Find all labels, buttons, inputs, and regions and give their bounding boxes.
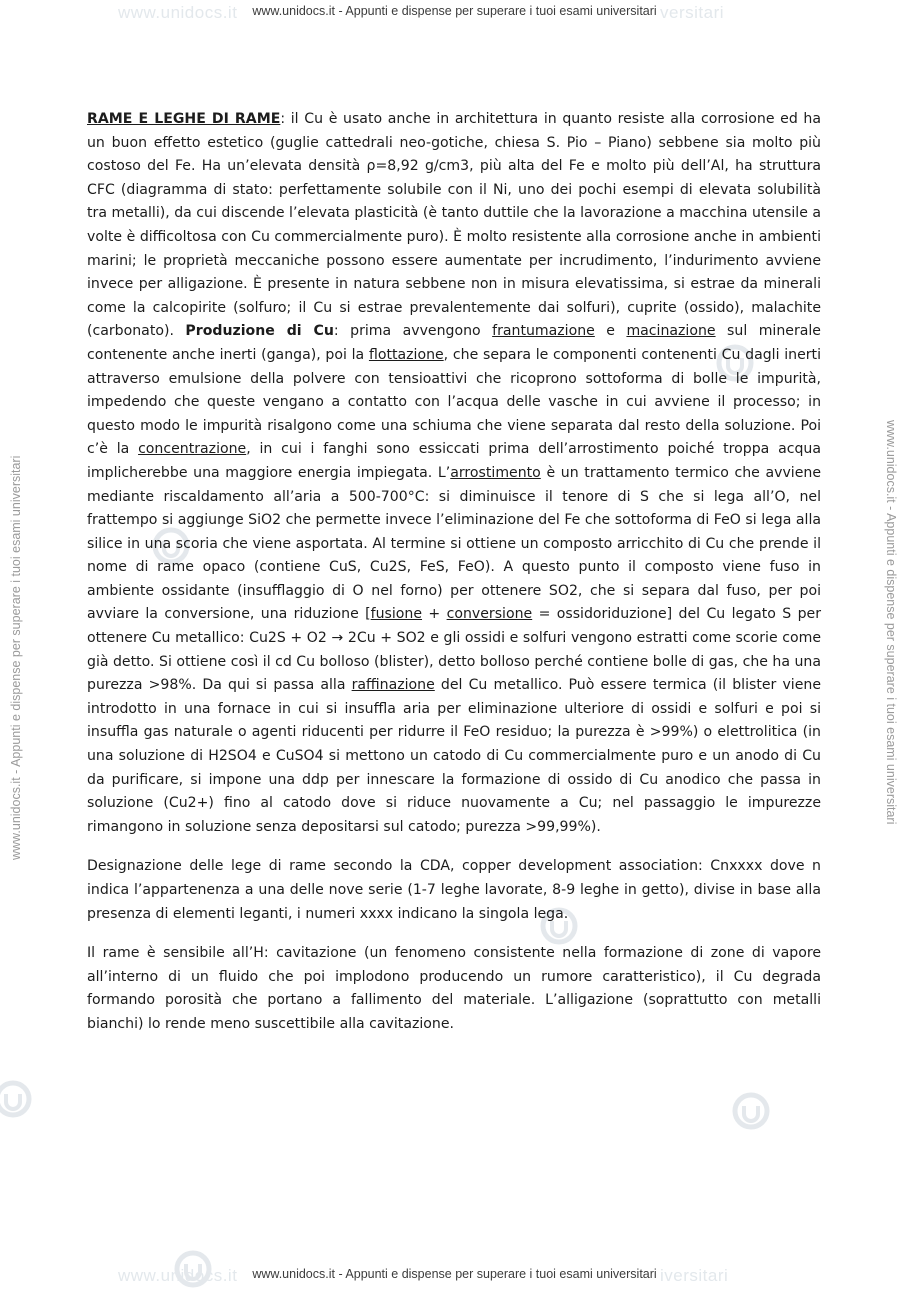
header-faded-suffix: versitari: [660, 3, 725, 22]
term-raffinazione: raffinazione: [351, 677, 435, 694]
left-side-watermark: www.unidocs.it - Appunti e dispense per superare i tuoi esami universitari: [9, 455, 23, 860]
term-frantumazione: frantumazione: [492, 323, 595, 340]
footer-faded-watermark: www.unidocs.it: [118, 1266, 238, 1285]
text-run: = ossidoriduzione] del Cu legato S per ottenere Cu metallico: Cu2S + O2 → 2Cu + SO2 e gli ossidi e solfuri vengono estratti come scorie come già detto. Si ottiene così il cd Cu bolloso (blister), detto bolloso perché contiene bolle di gas, che ha una purezza >98%. Da qui si passa alla: [87, 606, 822, 694]
unidocs-logo-icon: [172, 1248, 214, 1290]
text-run: è un trattamento termico che avviene mediante riscaldamento all’aria a 500-700°C: si diminuisce il tenore di S che si lega all’O, nel frattempo si aggiunge SiO2 che permette invece l’eliminazione del Fe che sottoforma di FeO si lega alla silice in una scoria che viene asportata. Al termine si ottiene un composto arricchito di Cu che prende il nome di rame opaco (contiene CuS, Cu2S, FeS, FeO). A questo punto il composto viene fuso in ambiente ossidante (insufflaggio di O nel forno) per ottenere SO2, che si separa dal fuso, per poi avviare la conversione, una riduzione [: [87, 464, 821, 623]
text-run: : il Cu è usato anche in architettura in quanto resiste alla corrosione ed ha un buon effetto estetico (guglie cattedrali neo-gotiche, chiesa S. Pio – Piano) sebbene sia molto più costoso del Fe. Ha un’elevata densità ρ=8,92 g/cm3, più alta del Fe e molto più dell’Al, ha struttura CFC (diagramma di stato: perfettamente solubile con il Ni, uno dei pochi esempi di elevata solubilità tra metalli), da cui discende l’elevata plasticità (è tanto duttile che la lavorazione a macchina utensile a volte è difficoltosa con Cu commercialmente puro). È molto resistente alla corrosione anche in ambienti marini; le proprietà meccaniche possono essere aumentate per incrudimento, l’indurimento avviene invece per alligazione. È presente in natura sebbene non in misura elevatissima, si estrae da minerali come la calcopirite (solfuro; il Cu si estrae prevalentemente dai solfuri), cuprite (ossido), malachite (carbonato).: [87, 111, 822, 340]
paragraph-rame: [87, 108, 821, 839]
unidocs-logo-icon: [0, 1078, 34, 1120]
term-concentrazione: concentrazione: [138, 441, 247, 458]
page-header: www.unidocs.it - Appunti e dispense per superare i tuoi esami universitari: [252, 4, 657, 18]
page-footer: www.unidocs.it - Appunti e dispense per superare i tuoi esami universitari: [252, 1267, 657, 1281]
text-run: : prima avvengono: [333, 323, 493, 340]
term-arrostimento: arrostimento: [450, 464, 541, 481]
term-macinazione: macinazione: [626, 323, 716, 340]
document-body: [87, 108, 821, 1053]
text-run: +: [422, 606, 447, 623]
section-title: RAME E LEGHE DI RAME: [87, 111, 281, 127]
term-flottazione: flottazione: [368, 346, 444, 363]
paragraph-designazione: Designazione delle lege di rame secondo la CDA, copper development association: Cnxxxx dove n indica l’appartenenza a una delle nove serie (1-7 leghe lavorate, 8-9 leghe in getto), divise in base alla presenza di elementi leganti, i numeri xxxx indicano la singola lega.: [87, 858, 821, 922]
header-faded-watermark: www.unidocs.it: [118, 3, 238, 22]
term-conversione: conversione: [446, 606, 533, 623]
footer-faded-suffix: iversitari: [660, 1266, 729, 1285]
text-run: e: [594, 323, 627, 340]
text-run: del Cu metallico. Può essere termica (il blister viene introdotto in una fornace in cui si insuffla aria per eliminazione ulteriore di ossidi e solfuri e poi si insuffla gas naturale o agenti riducenti per ridurre il FeO residuo; la purezza è >99%) o elettrolitica (in una soluzione di H2SO4 e CuSO4 si mettono un catodo di Cu commercialmente puro e un anodo di Cu da purificare, si impone una ddp per innescare la formazione di ossido di Cu anodico che passa in soluzione (Cu2+) fino al catodo dove si riduce nuovamente a Cu; nel passaggio le impurezze rimangono in soluzione senza depositarsi sul catodo; purezza >99,99%).: [87, 677, 821, 835]
term-fusione: fusione: [370, 606, 423, 623]
paragraph-cavitazione: Il rame è sensibile all’H: cavitazione (un fenomeno consistente nella formazione di zone di vapore all’interno di un fluido che poi implodono producendo un rumore caratteristico), il Cu degrada formando porosità che portano a fallimento del materiale. L’alligazione (soprattutto con metalli bianchi) lo rende meno suscettibile alla cavitazione.: [87, 945, 821, 1032]
text-run: , che separa le componenti contenenti Cu dagli inerti attraverso emulsione della polvere con tensioattivi che ricoprono sottoforma di bolle le impurità, impedendo che queste vengano a contatto con l’acqua delle vasche in cui avviene il processo; in questo modo le impurità risalgono come una schiuma che viene separata dal resto della soluzione. Poi c’è la: [87, 346, 821, 458]
right-side-watermark: www.unidocs.it - Appunti e dispense per superare i tuoi esami universitari: [884, 420, 898, 825]
unidocs-logo-icon: [730, 1090, 772, 1132]
subheading-produzione: Produzione di Cu: [185, 323, 334, 340]
text-run: , in cui i fanghi sono essiccati prima dell’arrostimento poiché troppa acqua implicherebbe una maggiore energia impiegata. L’: [87, 441, 821, 481]
text-run: sul minerale contenente anche inerti (ganga), poi la: [87, 323, 821, 363]
